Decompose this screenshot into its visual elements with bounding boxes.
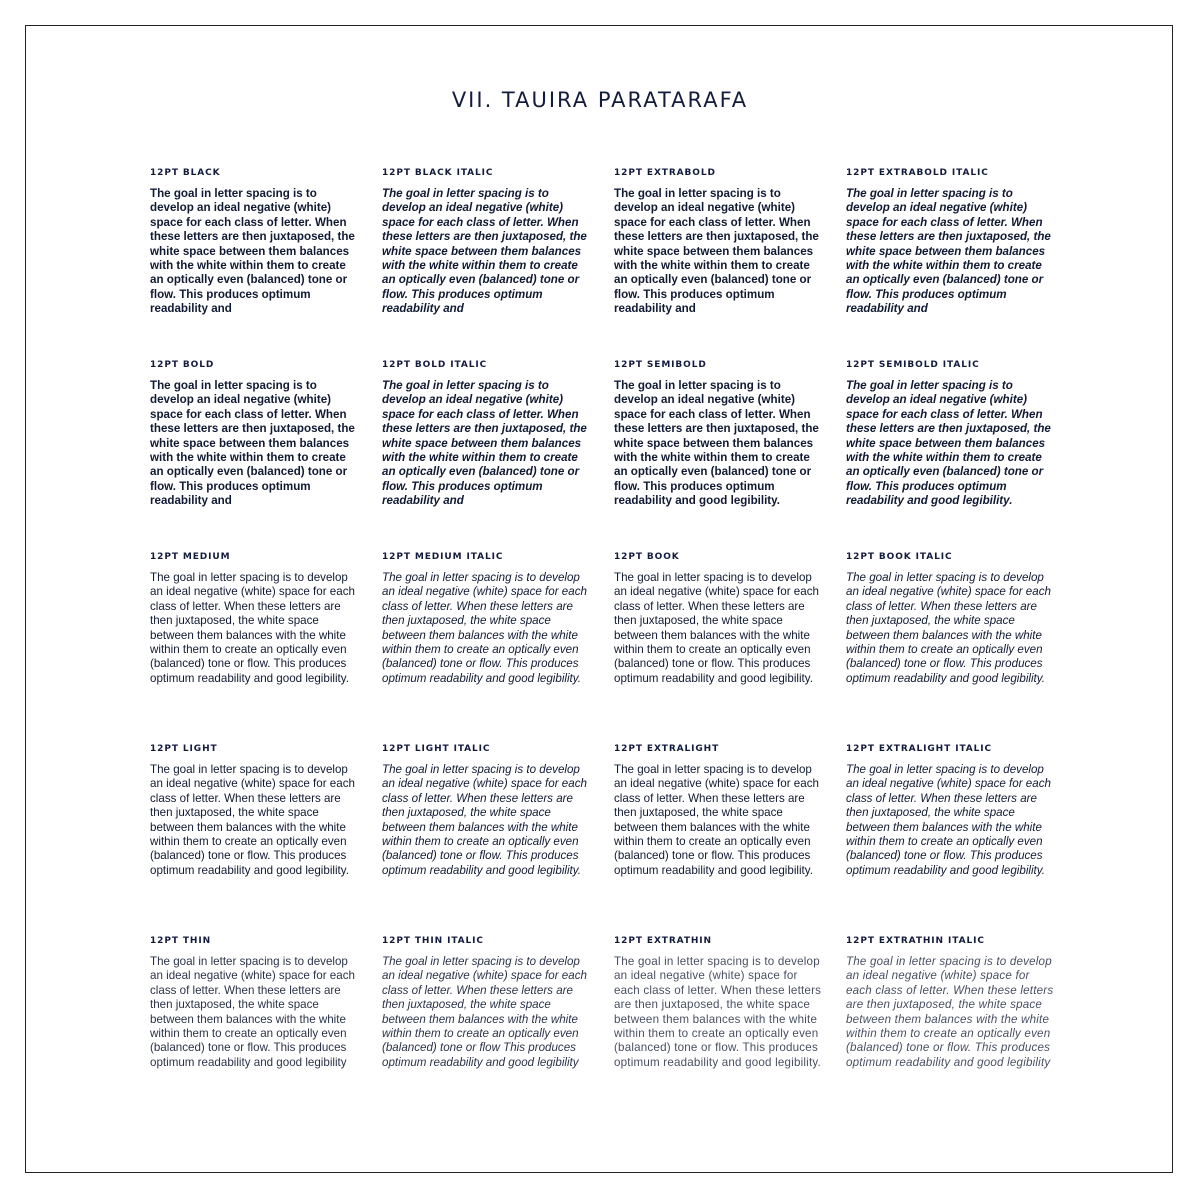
- specimen-text: The goal in letter spacing is to develop an ideal negative (white) space for each class of letter. When these letters are then juxtaposed, the white space between them balances with the white within them to create an optically even (balanced) tone or flow. This produces optimum readability and: [150, 379, 355, 508]
- specimen-black: [150, 168, 362, 360]
- specimen-text: The goal in letter spacing is to develop an ideal negative (white) space for each class of letter. When these letters are then juxtaposed, the white space between them balances with the white within them to create an optically even (balanced) tone or flow. This produces optimum readability and: [846, 187, 1051, 316]
- specimen-label: 12PT SEMIBOLD ITALIC: [846, 360, 980, 370]
- specimen-text: The goal in letter spacing is to develop an ideal negative (white) space for each class of letter. When these letters are then juxtaposed, the white space between them balances with the white within them to create an optically even (balanced) tone or flow. This produces optimum readability and good legibility.: [846, 763, 1051, 877]
- specimen-text: The goal in letter spacing is to develop an ideal negative (white) space for each class of letter. When these letters are then juxtaposed, the white space between them balances with the white within them to create an optically even (balanced) tone or flow. This produces optimum readability and good legibility.: [614, 955, 822, 1069]
- specimen-label: 12PT EXTRABOLD ITALIC: [846, 168, 989, 178]
- specimen-extralight-italic: [846, 744, 1058, 936]
- specimen-label: 12PT LIGHT: [150, 744, 218, 754]
- specimen-light: [150, 744, 362, 936]
- specimen-text: The goal in letter spacing is to develop an ideal negative (white) space for each class of letter. When these letters are then juxtaposed, the white space between them balances with the white within them to create an optically even (balanced) tone or flow. This produces optimum readability and: [614, 187, 819, 316]
- specimen-label: 12PT EXTRALIGHT: [614, 744, 720, 754]
- specimen-thin-italic: [382, 936, 594, 1128]
- specimen-text: The goal in letter spacing is to develop an ideal negative (white) space for each class of letter. When these letters are then juxtaposed, the white space between them balances with the white within them to create an optically even (balanced) tone or flow. This produces optimum readability and good legibility: [846, 955, 1054, 1069]
- specimen-text: The goal in letter spacing is to develop an ideal negative (white) space for each class of letter. When these letters are then juxtaposed, the white space between them balances with the white within them to create an optically even (balanced) tone or flow. This produces optimum readability and good legibility.: [846, 379, 1051, 508]
- specimen-label: 12PT EXTRATHIN ITALIC: [846, 936, 985, 946]
- specimen-label: 12PT THIN ITALIC: [382, 936, 484, 946]
- specimen-text: The goal in letter spacing is to develop an ideal negative (white) space for each class of letter. When these letters are then juxtaposed, the white space between them balances with the white within them to create an optically even (balanced) tone or flow. This produces optimum readability and good legibility.: [150, 763, 355, 877]
- specimen-bold: [150, 360, 362, 552]
- specimen-text: The goal in letter spacing is to develop an ideal negative (white) space for each class of letter. When these letters are then juxtaposed, the white space between them balances with the white within them to create an optically even (balanced) tone or flow. This produces optimum readability and: [382, 379, 587, 508]
- specimen-medium: [150, 552, 362, 744]
- specimen-label: 12PT EXTRATHIN: [614, 936, 712, 946]
- specimen-label: 12PT MEDIUM ITALIC: [382, 552, 504, 562]
- specimen-label: 12PT EXTRABOLD: [614, 168, 716, 178]
- specimen-extrathin-italic: [846, 936, 1058, 1128]
- specimen-text: The goal in letter spacing is to develop an ideal negative (white) space for each class of letter. When these letters are then juxtaposed, the white space between them balances with the white within them to create an optically even (balanced) tone or flow. This produces optimum readability and good legibility.: [846, 571, 1051, 685]
- specimen-medium-italic: [382, 552, 594, 744]
- specimen-book-italic: [846, 552, 1058, 744]
- specimen-label: 12PT MEDIUM: [150, 552, 231, 562]
- specimen-label: 12PT BLACK: [150, 168, 221, 178]
- specimen-label: 12PT BOOK ITALIC: [846, 552, 953, 562]
- specimen-text: The goal in letter spacing is to develop an ideal negative (white) space for each class of letter. When these letters are then juxtaposed, the white space between them balances with the white within them to create an optically even (balanced) tone or flow. This produces optimum readability and good legibility.: [150, 571, 355, 685]
- specimen-text: The goal in letter spacing is to develop an ideal negative (white) space for each class of letter. When these letters are then juxtaposed, the white space between them balances with the white within them to create an optically even (balanced) tone or flow This produces optimum readability and good legibility: [382, 955, 587, 1069]
- specimen-text: The goal in letter spacing is to develop an ideal negative (white) space for each class of letter. When these letters are then juxtaposed, the white space between them balances with the white within them to create an optically even (balanced) tone or flow. This produces optimum readability and good legibility.: [614, 379, 819, 508]
- specimen-text: The goal in letter spacing is to develop an ideal negative (white) space for each class of letter. When these letters are then juxtaposed, the white space between them balances with the white within them to create an optically even (balanced) tone or flow. This produces optimum readability and good legibility: [150, 955, 355, 1069]
- specimen-thin: [150, 936, 362, 1128]
- specimen-extrathin: [614, 936, 826, 1128]
- specimen-book: [614, 552, 826, 744]
- specimen-text: The goal in letter spacing is to develop an ideal negative (white) space for each class of letter. When these letters are then juxtaposed, the white space between them balances with the white within them to create an optically even (balanced) tone or flow. This produces optimum readability and good legibility.: [382, 571, 587, 685]
- specimen-label: 12PT LIGHT ITALIC: [382, 744, 491, 754]
- specimen-grid: [150, 168, 1070, 1128]
- specimen-label: 12PT EXTRALIGHT ITALIC: [846, 744, 993, 754]
- specimen-extrabold-italic: [846, 168, 1058, 360]
- specimen-text: The goal in letter spacing is to develop an ideal negative (white) space for each class of letter. When these letters are then juxtaposed, the white space between them balances with the white within them to create an optically even (balanced) tone or flow. This produces optimum readability and: [382, 187, 587, 316]
- specimen-label: 12PT SEMIBOLD: [614, 360, 707, 370]
- specimen-text: The goal in letter spacing is to develop an ideal negative (white) space for each class of letter. When these letters are then juxtaposed, the white space between them balances with the white within them to create an optically even (balanced) tone or flow. This produces optimum readability and good legibility.: [382, 763, 587, 877]
- specimen-semibold-italic: [846, 360, 1058, 552]
- specimen-extralight: [614, 744, 826, 936]
- specimen-text: The goal in letter spacing is to develop an ideal negative (white) space for each class of letter. When these letters are then juxtaposed, the white space between them balances with the white within them to create an optically even (balanced) tone or flow. This produces optimum readability and good legibility.: [614, 763, 819, 877]
- specimen-text: The goal in letter spacing is to develop an ideal negative (white) space for each class of letter. When these letters are then juxtaposed, the white space between them balances with the white within them to create an optically even (balanced) tone or flow. This produces optimum readability and: [150, 187, 355, 316]
- specimen-label: 12PT BOLD: [150, 360, 215, 370]
- specimen-text: The goal in letter spacing is to develop an ideal negative (white) space for each class of letter. When these letters are then juxtaposed, the white space between them balances with the white within them to create an optically even (balanced) tone or flow. This produces optimum readability and good legibility.: [614, 571, 819, 685]
- specimen-semibold: [614, 360, 826, 552]
- specimen-bold-italic: [382, 360, 594, 552]
- specimen-extrabold: [614, 168, 826, 360]
- specimen-label: 12PT BOLD ITALIC: [382, 360, 488, 370]
- page-title: VII. TAUIRA PARATARAFA: [451, 88, 749, 112]
- specimen-label: 12PT BLACK ITALIC: [382, 168, 494, 178]
- specimen-black-italic: [382, 168, 594, 360]
- specimen-label: 12PT BOOK: [614, 552, 680, 562]
- specimen-label: 12PT THIN: [150, 936, 212, 946]
- specimen-light-italic: [382, 744, 594, 936]
